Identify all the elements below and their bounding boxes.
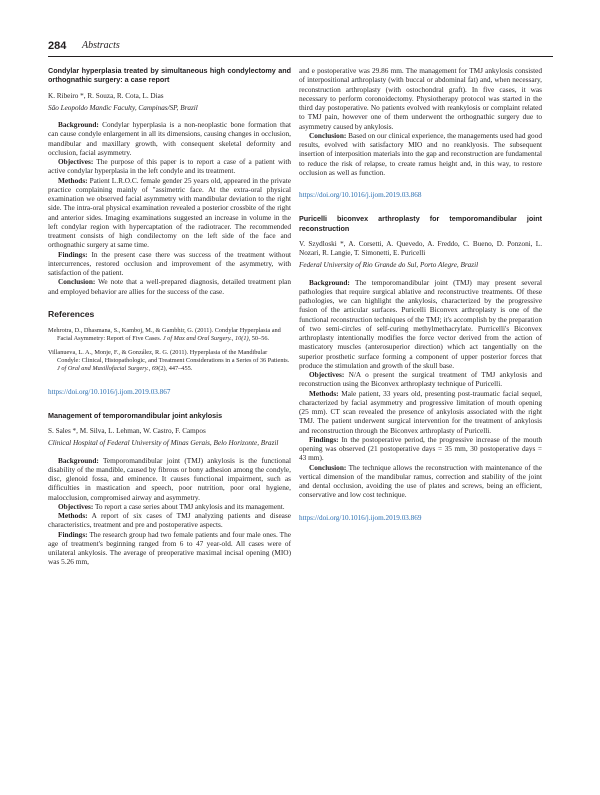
running-header bbox=[48, 40, 553, 54]
background-paragraph: Background: Condylar hyperplasia is a non-neoplastic bone formation that can cause condyle enlargement in all its dimensions, causing changes in occlusion, mandibular and maxillary growth, with consequent skeletal deformity and occlusion, facial asymmetry. bbox=[48, 120, 291, 157]
continued-paragraph: and e postoperative was 29.86 mm. The management for TMJ ankylosis consisted of interpositional arthroplasty (with buccal or abdominal fat) and, when necessary, reconstruction arthroplasty (with ostochondral graft). In five cases, it was necessary to perform coronoidectomy. Physiotherapy protocol was started in the third day postoperative. No patients evolved with reankylosis or complaint related to TMJ pain, however one of them underwent the orthognathic surgery due to asymmetry caused by ankylosis. bbox=[299, 66, 542, 131]
conclusion-paragraph: Conclusion: Based on our clinical experience, the managements used had good results, evolved with satisfactory MIO and no reanklyosis. The subsequent insertion of interposition materials into the gap and reconstruction are fundamental to reduce the risk of relapse, to create ramus height and, in this way, to restore occlusion as well as function. bbox=[299, 130, 542, 177]
findings-paragraph: Findings: In the postoperative period, the progressive increase of the mouth opening was observed (21 postoperative days = 35 mm, 30 postoperative days = 43 mm). bbox=[299, 434, 542, 463]
reference-item: Mehrotra, D., Dhasmana, S., Kamboj, M., & Gambhir, G. (2011). Condylar Hyperplasia and Facial Asymmetry: Report of Five Cases. J of Max and Oral Surgery., 10(1), 50–56. bbox=[48, 327, 281, 343]
article-authors: S. Sales *, M. Silva, L. Lehman, W. Castro, F. Campos bbox=[48, 427, 206, 436]
journal-name: Abstracts bbox=[82, 40, 120, 51]
objectives-paragraph: Objectives: N/A o present the surgical treatment of TMJ ankylosis and reconstruction using the Biconvex arthroplasty technique of Puricelli. bbox=[299, 370, 542, 389]
page-number: 284 bbox=[48, 40, 67, 52]
methods-paragraph: Methods: A report of six cases of TMJ analyzing patients and disease characteristics, treatment and pre and postoperative aspects. bbox=[48, 511, 291, 530]
doi-link[interactable]: https://doi.org/10.1016/j.ijom.2019.03.867 bbox=[48, 387, 171, 396]
doi-link[interactable]: https://doi.org/10.1016/j.ijom.2019.03.869 bbox=[299, 513, 422, 522]
background-paragraph: Background: The temporomandibular joint (TMJ) may present several pathologies that require surgical ablative and reconstructive treatments. Of these pathologies, we can highlight the ankylosis, characterized by the progressive fusion of the articular surfaces. Puricelli Biconvex arthroplasty is one of the functional reconstruction techniques of the TMJ; it's accomplish by the preparation of two semi-circles of self-curing methylmethacrylate. Purricelli's Biconvex arthroplasty intentionally modifies the force vector derived from the action of masticatory muscles (anterosuperior direction) which act tangentially on the superior prosthetic surface forming a component of upper posterior forces that produce the stimulation and growth of the skull base. bbox=[299, 277, 542, 370]
header-rule bbox=[48, 56, 553, 57]
left-column bbox=[48, 66, 291, 567]
article-authors: V. Szydloski *, A. Corsetti, A. Quevedo, A. Freddo, C. Bueno, D. Ponzoni, L. Nozari, R. Langie, T. Simonetti, E. Puricelli bbox=[299, 239, 542, 258]
reference-item: Villanueva, L. A., Monje, F., & González, R. G. (2011). Hyperplasia of the Mandibular Condyle: Clinical, Histopathologic, and Treatment Considerations in a Series of 36 Patients. J of Oral and Maxillofacial Surgery., 69(2), 447–455. bbox=[48, 348, 290, 373]
article-affiliation: Federal University of Rio Grande do Sul, Porto Alegre, Brazil bbox=[299, 261, 479, 270]
methods-paragraph: Methods: Male patient, 33 years old, presenting post-traumatic facial sequel, characterized by facial asymmetry and progressive limitation of mouth opening (25 mm). CT scan revealed the presence of ankylosis associated with the right TMJ. The patient underwent surgical intervention for the treatment of ankylosis and reconstruction through the Biconvex arthroplasty of Puricelli. bbox=[299, 388, 542, 435]
article-affiliation: Clinical Hospital of Federal University of Minas Gerais, Belo Horizonte, Brazil bbox=[48, 439, 279, 448]
article-title: Puricelli biconvex arthroplasty for temporomandibular joint reconstruction bbox=[299, 214, 542, 233]
right-column bbox=[299, 66, 542, 537]
article-authors: K. Ribeiro *, R. Souza, R. Cota, L. Dias bbox=[48, 91, 164, 100]
article-title: Management of temporomandibular joint ankylosis bbox=[48, 410, 223, 420]
background-paragraph: Background: Temporomandibular joint (TMJ) ankylosis is the functional disability of the mandible, caused by fibrous or bony adhesion among the condyle, disc, glenoid fossa, and eminence. It causes functional impairment, such as difficulties in mastication and speech, poor nutrition, poor oral hygiene, malocclusion, compromised airway and asymmetry. bbox=[48, 455, 291, 502]
findings-paragraph: Findings: In the present case there was success of the treatment without intercurrences, restored occlusion and improvement of the asymmetry, with satisfaction of the patient. bbox=[48, 249, 291, 278]
article-affiliation: São Leopoldo Mandic Faculty, Campinas/SP, Brazil bbox=[48, 103, 198, 112]
article-title: Condylar hyperplasia treated by simultaneous high condylectomy and orthognathic surgery: a case report bbox=[48, 66, 291, 85]
conclusion-paragraph: Conclusion: The technique allows the reconstruction with maintenance of the vertical dimension of the mandibular ramus, correction and stability of the joint and dental occlusion, avoiding the use of plates and screws, being an efficient, conservative and low cost technique. bbox=[299, 462, 542, 500]
references-heading: References bbox=[48, 308, 95, 319]
doi-link[interactable]: https://doi.org/10.1016/j.ijom.2019.03.868 bbox=[299, 191, 422, 199]
methods-paragraph: Methods: Patient L.R.O.C. female gender 25 years old, appeared in the private practice complaining mainly of "assimetric face. At the extra-oral physical examination we observed facial asymmetry with mandibular deviation to the right side. The intra-oral physical examination revealed a posterior crossbite of the right and anterior sides. Imaging examinations suggested an increase in volume in the left condylar region with hypercaptation of the radiotracer. The recommended treatment consists of high condilectomy on the left side of the face and orthognathic surgery at same time. bbox=[48, 175, 291, 250]
objectives-paragraph: Objectives: To report a case series about TMJ ankylosis and its management. bbox=[58, 501, 285, 511]
conclusion-paragraph: Conclusion: We note that a well-prepared diagnosis, detailed treatment plan and employed behavior are allies for the success of the case. bbox=[48, 277, 291, 296]
findings-paragraph: Findings: The research group had two female patients and four male ones. The age of treatment's beginning ranged from 6 to 47 year-old. All cases were of unilateral ankylosis. The average of preoperative maximal incisal opening (MIO) was 5.26 mm, bbox=[48, 529, 291, 567]
objectives-paragraph: Objectives: The purpose of this paper is to report a case of a patient with active condylar hyperplasia in the left condyle and its treatment. bbox=[48, 157, 291, 176]
